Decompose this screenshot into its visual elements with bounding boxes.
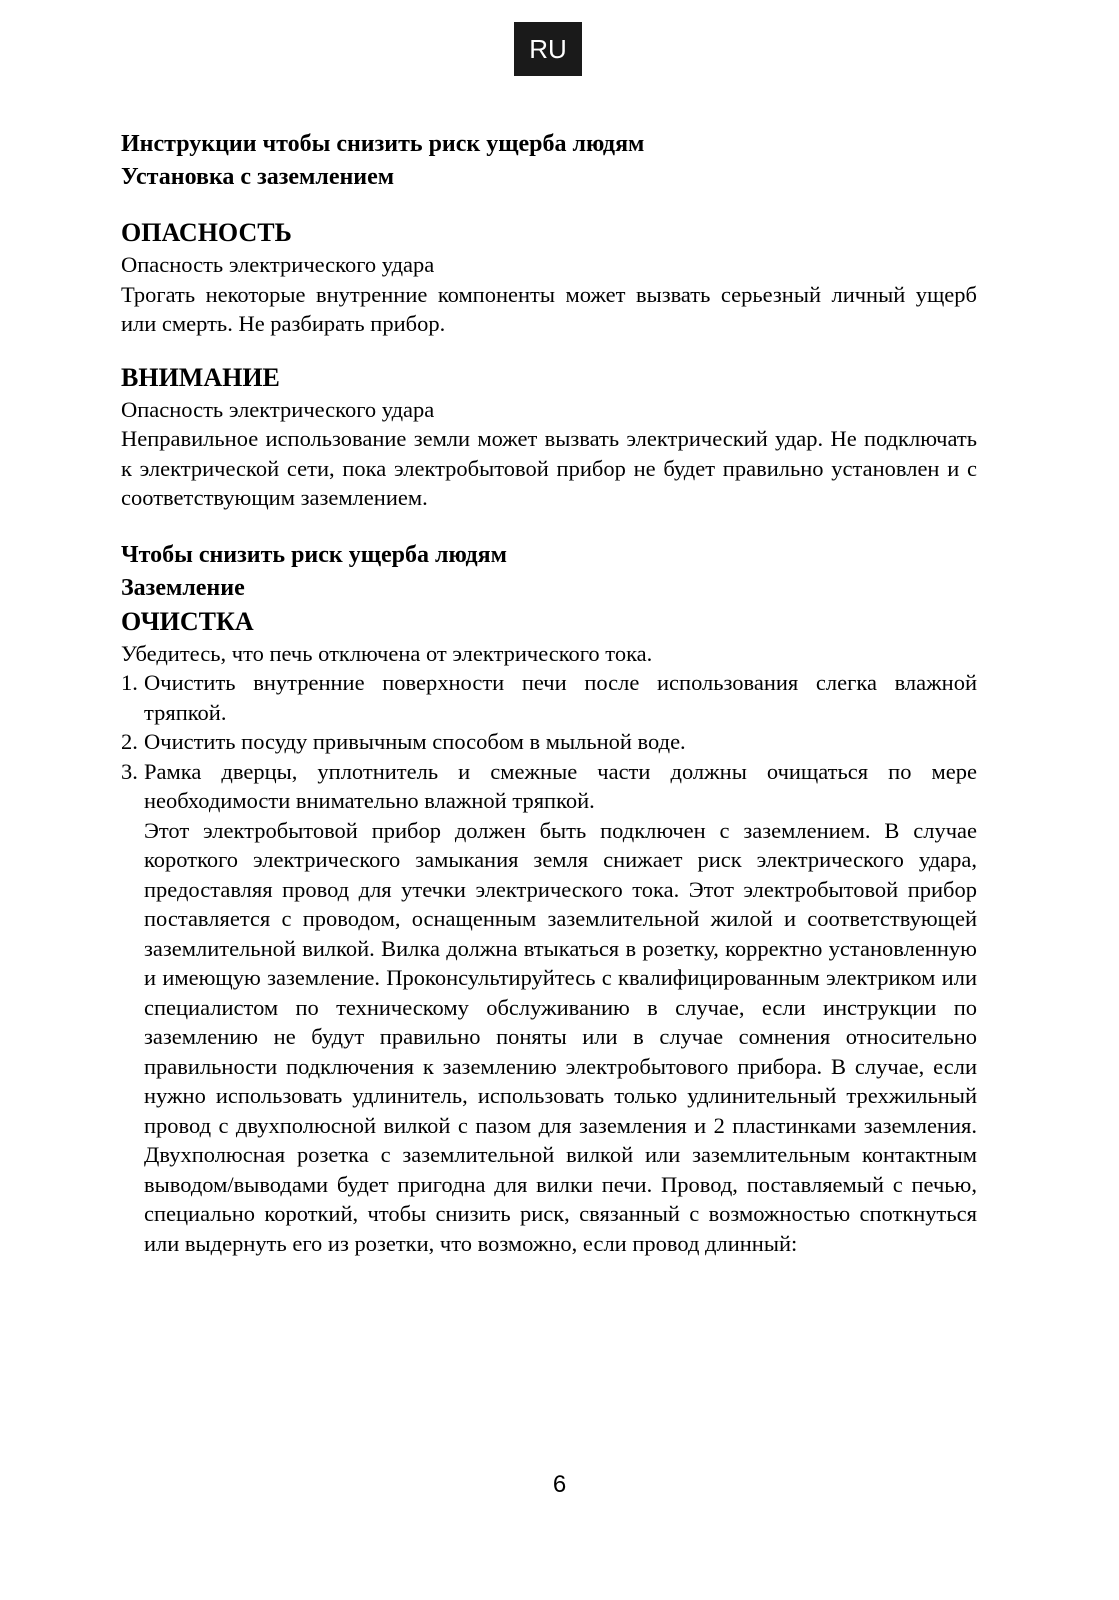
- warning-heading: ВНИМАНИЕ: [121, 362, 280, 392]
- language-badge: RU: [514, 22, 582, 76]
- warning-text: Неправильное использование земли может вызвать электрический удар. Не подключать к электрической сети, пока электробытовой прибор не будет правильно установлен и с соответствующим заземлением.: [121, 426, 977, 510]
- cleaning-subtitle1: Чтобы снизить риск ущерба людям: [121, 541, 507, 568]
- danger-heading: ОПАСНОСТЬ: [121, 218, 292, 247]
- list-item-text: Очистить посуду привычным способом в мыльной воде.: [144, 729, 686, 754]
- cleaning-steps-list: [121, 668, 977, 816]
- document-body: [121, 128, 977, 1258]
- page-number: 6: [552, 1471, 567, 1498]
- cleaning-intro: Убедитесь, что печь отключена от электрического тока.: [121, 640, 653, 666]
- list-item: [121, 757, 977, 816]
- danger-text: Трогать некоторые внутренние компоненты может вызвать серьезный личный ущерб или смерть. Не разбирать прибор.: [121, 281, 977, 336]
- danger-section: [121, 216, 977, 339]
- warning-section: [121, 361, 977, 513]
- intro-title-line1: Инструкции чтобы снизить риск ущерба людям: [121, 131, 645, 157]
- list-item-number: 2.: [121, 729, 138, 754]
- list-item-number: 1.: [121, 670, 138, 695]
- cleaning-subtitle2: Заземление: [121, 574, 245, 601]
- grounding-paragraph: Этот электробытовой прибор должен быть подключен с заземлением. В случае короткого электрического замыкания земля снижает риск электрического удара, предоставляя провод для утечки электрического тока. Этот электробытовой прибор поставляется с проводом, оснащенным заземлительной жилой и соответствующей заземлительной вилкой. Вилка должна втыкаться в розетку, корректно установленную и имеющую заземление. Проконсультируйтесь с квалифицированным электриком или специалистом по техническому обслуживанию в случае, если инструкции по заземлению не будут правильно поняты или в случае сомнения относительно правильности подключения к заземлению электробытового прибора. В случае, если нужно использовать удлинитель, использовать только удлинительный трехжильный провод с двухполюсной вилкой с пазом для заземления и 2 пластинками заземления. Двухполюсная розетка с заземлительной вилкой или заземлительным контактным выводом/выводами будет пригодна для вилки печи. Провод, поставляемый с печью, специально короткий, чтобы снизить риск, связанный с возможностью споткнуться или выдернуть его из розетки, что возможно, если провод длинный:: [144, 817, 977, 1256]
- cleaning-heading: ОЧИСТКА: [121, 606, 254, 636]
- list-item-number: 3.: [121, 758, 138, 784]
- intro-title-line2: Установка с заземлением: [121, 164, 395, 190]
- list-item: [121, 668, 977, 727]
- danger-subtitle: Опасность электрического удара: [121, 252, 435, 277]
- list-item-text: Очистить внутренние поверхности печи после использования слегка влажной тряпкой.: [144, 670, 977, 725]
- list-item: [121, 727, 977, 757]
- list-item-text: Рамка дверцы, уплотнитель и смежные части должны очищаться по мере необходимости внимательно влажной тряпкой.: [144, 758, 977, 813]
- cleaning-section: [121, 539, 977, 1259]
- warning-subtitle: Опасность электрического удара: [121, 396, 435, 422]
